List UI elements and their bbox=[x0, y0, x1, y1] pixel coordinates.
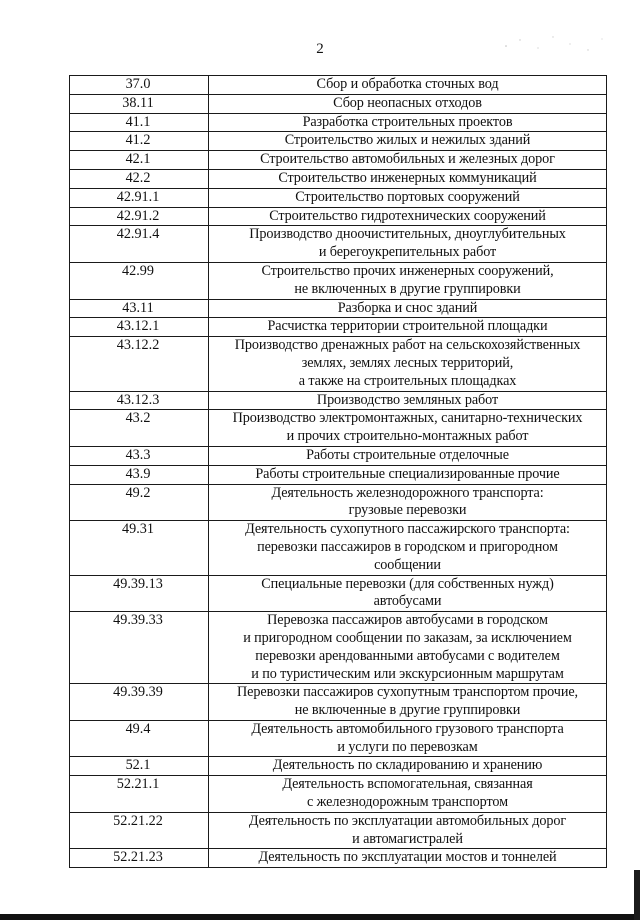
activity-description: Строительство инженерных коммуникаций bbox=[209, 169, 607, 188]
activity-code: 49.31 bbox=[70, 521, 209, 575]
activity-code: 43.3 bbox=[70, 446, 209, 465]
table-row bbox=[70, 207, 607, 226]
activity-codes-table bbox=[69, 75, 607, 868]
table-row bbox=[70, 776, 607, 813]
table-row bbox=[70, 849, 607, 868]
activity-code: 49.39.33 bbox=[70, 612, 209, 684]
table-row bbox=[70, 410, 607, 447]
table-row bbox=[70, 337, 607, 391]
activity-description: Строительство автомобильных и железных дорог bbox=[209, 151, 607, 170]
activity-code: 38.11 bbox=[70, 94, 209, 113]
activity-code: 43.12.2 bbox=[70, 337, 209, 391]
activity-description: Разработка строительных проектов bbox=[209, 113, 607, 132]
table-row bbox=[70, 169, 607, 188]
activity-code: 43.11 bbox=[70, 299, 209, 318]
activity-description: Работы строительные специализированные прочие bbox=[209, 465, 607, 484]
activity-description: Производство электромонтажных, санитарно-технических и прочих строительно-монтажных работ bbox=[209, 410, 607, 447]
table-row bbox=[70, 113, 607, 132]
activity-code: 42.91.4 bbox=[70, 226, 209, 263]
activity-description: Деятельность по складированию и хранению bbox=[209, 757, 607, 776]
table-row bbox=[70, 521, 607, 575]
table-row bbox=[70, 575, 607, 612]
table-row bbox=[70, 299, 607, 318]
activity-description: Сбор и обработка сточных вод bbox=[209, 76, 607, 95]
activity-code: 42.91.2 bbox=[70, 207, 209, 226]
table-row bbox=[70, 262, 607, 299]
activity-description: Производство земляных работ bbox=[209, 391, 607, 410]
activity-code: 49.39.39 bbox=[70, 684, 209, 721]
table-row bbox=[70, 226, 607, 263]
activity-description: Деятельность сухопутного пассажирского транспорта: перевозки пассажиров в городском и пригородном сообщении bbox=[209, 521, 607, 575]
activity-code: 52.21.1 bbox=[70, 776, 209, 813]
activity-code: 43.9 bbox=[70, 465, 209, 484]
table-row bbox=[70, 720, 607, 757]
activity-description: Строительство жилых и нежилых зданий bbox=[209, 132, 607, 151]
activity-code: 43.12.3 bbox=[70, 391, 209, 410]
activity-code: 37.0 bbox=[70, 76, 209, 95]
table-row bbox=[70, 76, 607, 95]
scan-right-edge bbox=[634, 870, 640, 920]
activity-code: 49.39.13 bbox=[70, 575, 209, 612]
activity-code: 42.99 bbox=[70, 262, 209, 299]
activity-code: 43.2 bbox=[70, 410, 209, 447]
table-row bbox=[70, 132, 607, 151]
activity-description: Работы строительные отделочные bbox=[209, 446, 607, 465]
page-number: 2 bbox=[316, 41, 324, 57]
activity-code: 52.1 bbox=[70, 757, 209, 776]
activity-description: Деятельность по эксплуатации автомобильных дорог и автомагистралей bbox=[209, 812, 607, 849]
table-row bbox=[70, 684, 607, 721]
activity-code: 52.21.23 bbox=[70, 849, 209, 868]
activity-code: 52.21.22 bbox=[70, 812, 209, 849]
table-row bbox=[70, 391, 607, 410]
activity-description: Разборка и снос зданий bbox=[209, 299, 607, 318]
activity-description: Строительство прочих инженерных сооружений, не включенных в другие группировки bbox=[209, 262, 607, 299]
table-row bbox=[70, 484, 607, 521]
table-row bbox=[70, 812, 607, 849]
activity-description: Деятельность автомобильного грузового транспорта и услуги по перевозкам bbox=[209, 720, 607, 757]
scan-bottom-edge bbox=[0, 914, 640, 920]
activity-description: Строительство портовых сооружений bbox=[209, 188, 607, 207]
activity-description: Сбор неопасных отходов bbox=[209, 94, 607, 113]
activity-code: 41.2 bbox=[70, 132, 209, 151]
activity-code: 42.91.1 bbox=[70, 188, 209, 207]
table-row bbox=[70, 188, 607, 207]
activity-code: 42.1 bbox=[70, 151, 209, 170]
activity-description: Производство дноочистительных, дноуглубительных и берегоукрепительных работ bbox=[209, 226, 607, 263]
table-row bbox=[70, 446, 607, 465]
activity-description: Перевозка пассажиров автобусами в городском и пригородном сообщении по заказам, за исключением перевозки арендованными автобусами с водителем и по туристическим или экскурсионным маршрутам bbox=[209, 612, 607, 684]
activity-description: Деятельность железнодорожного транспорта: грузовые перевозки bbox=[209, 484, 607, 521]
table-body bbox=[70, 76, 607, 868]
activity-code: 49.2 bbox=[70, 484, 209, 521]
activity-code: 43.12.1 bbox=[70, 318, 209, 337]
activity-description: Производство дренажных работ на сельскохозяйственных землях, землях лесных территорий, а также на строительных площадках bbox=[209, 337, 607, 391]
activity-code: 49.4 bbox=[70, 720, 209, 757]
activity-description: Деятельность вспомогательная, связанная с железнодорожным транспортом bbox=[209, 776, 607, 813]
table-row bbox=[70, 318, 607, 337]
table-row bbox=[70, 465, 607, 484]
activity-description: Деятельность по эксплуатации мостов и тоннелей bbox=[209, 849, 607, 868]
activity-description: Специальные перевозки (для собственных нужд) автобусами bbox=[209, 575, 607, 612]
activity-code: 41.1 bbox=[70, 113, 209, 132]
scan-noise-mark bbox=[498, 28, 618, 58]
activity-description: Строительство гидротехнических сооружений bbox=[209, 207, 607, 226]
activity-description: Перевозки пассажиров сухопутным транспортом прочие, не включенные в другие группировки bbox=[209, 684, 607, 721]
activity-code: 42.2 bbox=[70, 169, 209, 188]
activity-description: Расчистка территории строительной площадки bbox=[209, 318, 607, 337]
table-row bbox=[70, 757, 607, 776]
table-row bbox=[70, 94, 607, 113]
table-row bbox=[70, 612, 607, 684]
table-row bbox=[70, 151, 607, 170]
